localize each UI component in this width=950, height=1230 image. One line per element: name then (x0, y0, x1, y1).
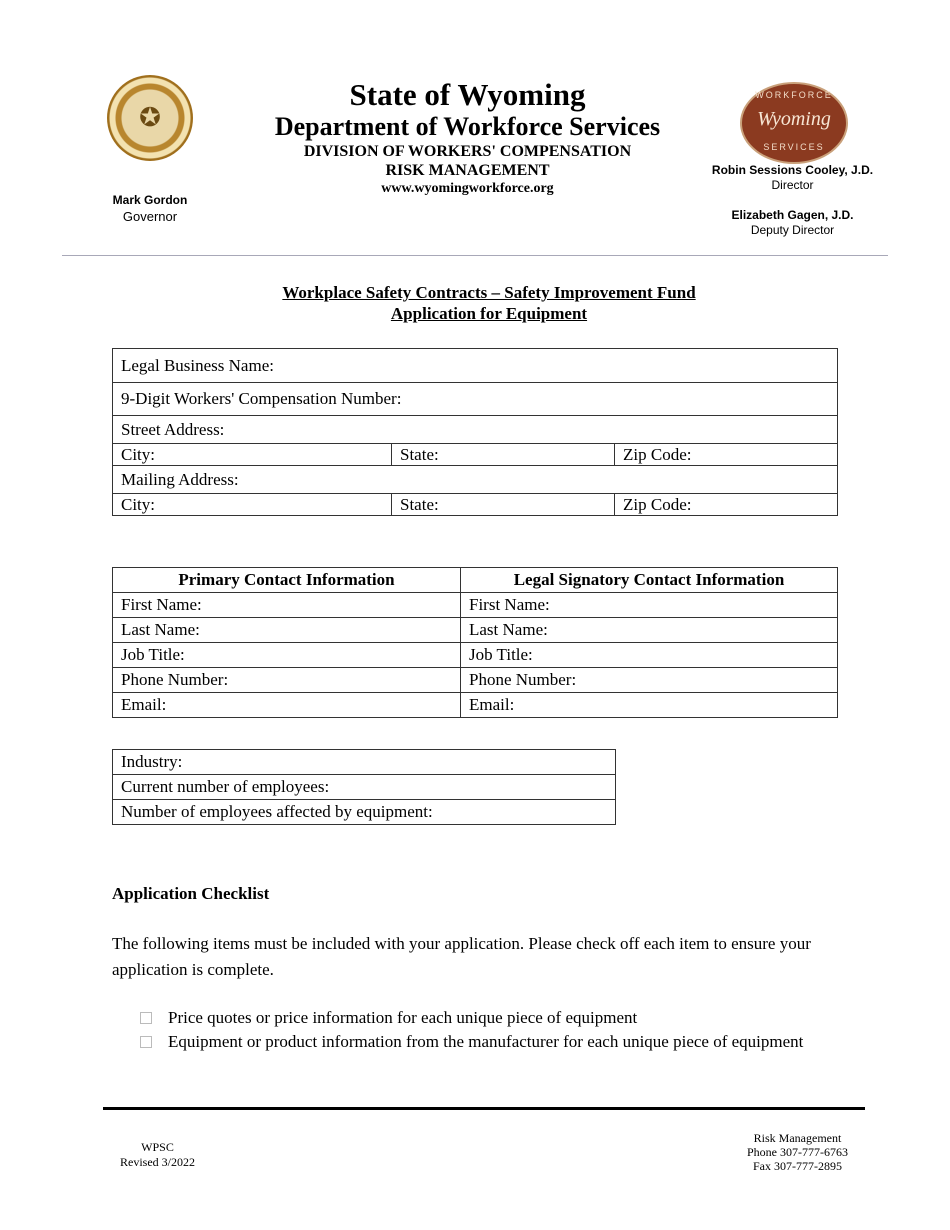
great-seal-logo (107, 75, 193, 161)
wc-number-field[interactable]: 9-Digit Workers' Compensation Number: (113, 383, 838, 416)
contact-table (112, 567, 838, 718)
street-city-field[interactable]: City: (113, 444, 392, 466)
unit-title: RISK MANAGEMENT (385, 162, 550, 179)
checklist-item (140, 1008, 637, 1028)
director-block (700, 163, 885, 238)
deputy-title: Deputy Director (750, 223, 835, 237)
form-title: Workplace Safety Contracts – Safety Improvement Fund Application for Equipment (282, 283, 696, 323)
signatory-last-name-field[interactable]: Last Name: (461, 618, 838, 643)
primary-job-title-field[interactable]: Job Title: (113, 643, 461, 668)
checklist-intro: The following items must be included with your application. Please check off each item to ensure your application is complete. (112, 934, 811, 979)
signatory-contact-header: Legal Signatory Contact Information (461, 568, 838, 593)
signatory-email-field[interactable]: Email: (461, 693, 838, 718)
letterhead (230, 78, 705, 198)
checklist-item (140, 1032, 803, 1052)
checkbox[interactable] (140, 1012, 152, 1024)
mailing-state-field[interactable]: State: (392, 494, 615, 516)
mailing-address-field[interactable]: Mailing Address: (113, 466, 838, 494)
workforce-services-logo: WORKFORCE Wyoming SERVICES (740, 82, 848, 164)
deputy-name: Elizabeth Gagen, J.D. (731, 208, 854, 222)
street-address-field[interactable]: Street Address: (113, 416, 838, 444)
checkbox[interactable] (140, 1036, 152, 1048)
checklist-title: Application Checklist (112, 884, 270, 903)
checklist-item-label: Equipment or product information from the manufacturer for each unique piece of equipment (168, 1032, 804, 1051)
form-code: WPSC Revised 3/2022 (120, 1140, 195, 1169)
workforce-table (112, 749, 616, 825)
primary-first-name-field[interactable]: First Name: (113, 593, 461, 618)
primary-email-field[interactable]: Email: (113, 693, 461, 718)
division-title: DIVISION OF WORKERS' COMPENSATION (303, 143, 632, 160)
mailing-city-field[interactable]: City: (113, 494, 392, 516)
governor-name: Mark Gordon (112, 193, 188, 207)
website-link[interactable]: www.wyomingworkforce.org (381, 181, 554, 196)
affected-employees-field[interactable]: Number of employees affected by equipment: (113, 800, 616, 825)
business-info-table (112, 348, 838, 516)
header-divider (62, 255, 888, 256)
employee-count-field[interactable]: Current number of employees: (113, 775, 616, 800)
street-state-field[interactable]: State: (392, 444, 615, 466)
primary-contact-header: Primary Contact Information (113, 568, 461, 593)
governor-title: Governor (122, 209, 178, 224)
seal-icon: ✪ (139, 103, 161, 132)
state-title: State of Wyoming (349, 77, 586, 112)
industry-field[interactable]: Industry: (113, 750, 616, 775)
legal-business-name-field[interactable]: Legal Business Name: (113, 349, 838, 383)
signatory-job-title-field[interactable]: Job Title: (461, 643, 838, 668)
signatory-first-name-field[interactable]: First Name: (461, 593, 838, 618)
checklist-item-label: Price quotes or price information for each unique piece of equipment (168, 1008, 638, 1027)
director-title: Director (771, 178, 814, 192)
director-name: Robin Sessions Cooley, J.D. (711, 163, 874, 177)
contact-footer: Risk Management Phone 307-777-6763 Fax 307-777-2895 (747, 1131, 848, 1173)
mailing-zip-field[interactable]: Zip Code: (615, 494, 838, 516)
primary-last-name-field[interactable]: Last Name: (113, 618, 461, 643)
street-zip-field[interactable]: Zip Code: (615, 444, 838, 466)
signatory-phone-field[interactable]: Phone Number: (461, 668, 838, 693)
department-title: Department of Workforce Services (274, 112, 661, 141)
primary-phone-field[interactable]: Phone Number: (113, 668, 461, 693)
footer-divider (103, 1107, 865, 1110)
